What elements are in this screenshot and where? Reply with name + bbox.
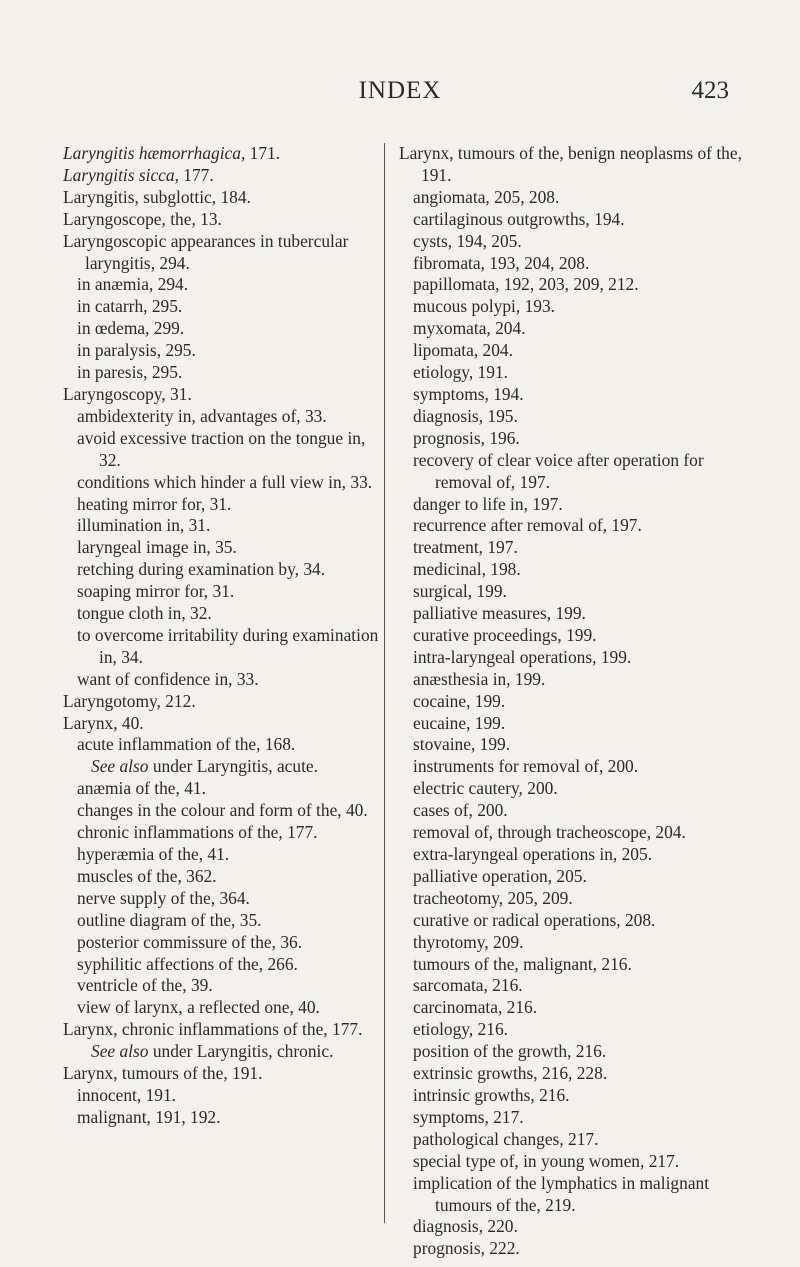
index-entry bbox=[413, 296, 759, 318]
index-entry bbox=[77, 932, 381, 954]
index-entry bbox=[77, 888, 381, 910]
index-entry bbox=[413, 1151, 759, 1173]
index-entry-text: ambidexterity in, advantages of, 33. bbox=[77, 405, 327, 426]
index-entry bbox=[413, 1173, 759, 1217]
index-entry-text: Laryngoscopic appearances in tubercular laryngitis, 294. bbox=[63, 230, 349, 273]
index-entry-text: heating mirror for, 31. bbox=[77, 493, 232, 514]
index-entry bbox=[413, 910, 759, 932]
running-title: INDEX bbox=[358, 77, 442, 104]
index-entry-text: cases of, 200. bbox=[413, 800, 508, 821]
index-entry bbox=[413, 691, 759, 713]
index-entry bbox=[77, 581, 381, 603]
index-entry bbox=[413, 734, 759, 756]
index-entry bbox=[413, 187, 759, 209]
index-entry-text: retching during examination by, 34. bbox=[77, 559, 326, 580]
index-entry-text: anæmia of the, 41. bbox=[77, 778, 206, 799]
index-entry-text: posterior commissure of the, 36. bbox=[77, 931, 303, 952]
index-column-right bbox=[399, 143, 759, 1260]
index-entry-text: instruments for removal of, 200. bbox=[413, 756, 639, 777]
index-entry bbox=[413, 406, 759, 428]
index-entry bbox=[413, 209, 759, 231]
index-entry bbox=[77, 340, 381, 362]
index-entry bbox=[413, 932, 759, 954]
index-entry-text: cysts, 194, 205. bbox=[413, 230, 522, 251]
page-number: 423 bbox=[691, 77, 729, 104]
index-entry bbox=[63, 165, 381, 187]
index-entry bbox=[413, 362, 759, 384]
index-entry-italic: See also bbox=[91, 1041, 149, 1062]
index-entry bbox=[413, 625, 759, 647]
index-entry bbox=[77, 296, 381, 318]
index-entry-text: danger to life in, 197. bbox=[413, 493, 563, 514]
index-entry bbox=[413, 603, 759, 625]
index-entry-text: Larynx, chronic inflammations of the, 177. bbox=[63, 1019, 363, 1040]
index-entry-text: implication of the lymphatics in malignant tumours of the, 219. bbox=[413, 1172, 710, 1215]
index-entry bbox=[77, 603, 381, 625]
index-entry-text: intra-laryngeal operations, 199. bbox=[413, 646, 632, 667]
index-entry bbox=[63, 691, 381, 713]
index-entry bbox=[77, 844, 381, 866]
index-entry bbox=[77, 975, 381, 997]
index-entry-text: anæsthesia in, 199. bbox=[413, 668, 546, 689]
index-entry-text: syphilitic affections of the, 266. bbox=[77, 953, 298, 974]
index-entry-text: tracheotomy, 205, 209. bbox=[413, 887, 573, 908]
index-entry-text: recovery of clear voice after operation for removal of, 197. bbox=[413, 449, 704, 492]
index-entry bbox=[413, 515, 759, 537]
index-entry bbox=[77, 1085, 381, 1107]
index-entry-text: conditions which hinder a full view in, 33. bbox=[77, 471, 373, 492]
index-entry bbox=[63, 384, 381, 406]
index-entry-text: 171. bbox=[245, 143, 281, 163]
index-entry-text: in paresis, 295. bbox=[77, 362, 183, 383]
index-entry-text: intrinsic growths, 216. bbox=[413, 1084, 570, 1105]
index-entry bbox=[77, 910, 381, 932]
index-entry-text: prognosis, 196. bbox=[413, 427, 520, 448]
index-entry bbox=[413, 450, 759, 494]
index-entry bbox=[63, 143, 381, 165]
index-entry-text: acute inflammation of the, 168. bbox=[77, 734, 296, 755]
index-entry bbox=[77, 734, 381, 756]
index-entry-text: symptoms, 194. bbox=[413, 383, 524, 404]
index-entry-text: diagnosis, 195. bbox=[413, 405, 518, 426]
index-entry bbox=[77, 669, 381, 691]
index-entry-text: etiology, 191. bbox=[413, 362, 508, 383]
index-column-left bbox=[63, 143, 381, 1129]
index-entry bbox=[77, 274, 381, 296]
index-entry bbox=[63, 1063, 381, 1085]
index-entry bbox=[63, 1019, 381, 1041]
index-entry bbox=[77, 800, 381, 822]
index-entry bbox=[413, 778, 759, 800]
index-entry bbox=[413, 713, 759, 735]
index-entry-italic: Laryngitis sicca, bbox=[63, 164, 179, 185]
index-entry-text: in paralysis, 295. bbox=[77, 340, 196, 361]
index-entry-text: in catarrh, 295. bbox=[77, 296, 183, 317]
index-entry bbox=[77, 778, 381, 800]
index-entry bbox=[413, 756, 759, 778]
index-entry-text: muscles of the, 362. bbox=[77, 865, 217, 886]
index-entry-text: myxomata, 204. bbox=[413, 318, 526, 339]
index-entry bbox=[413, 537, 759, 559]
index-entry bbox=[77, 406, 381, 428]
index-entry-text: Larynx, tumours of the, benign neoplasms of the, 191. bbox=[399, 143, 742, 185]
index-entry bbox=[77, 515, 381, 537]
index-entry bbox=[413, 1019, 759, 1041]
index-entry bbox=[77, 866, 381, 888]
index-entry bbox=[413, 274, 759, 296]
index-entry bbox=[399, 143, 759, 187]
index-entry-text: cartilaginous outgrowths, 194. bbox=[413, 208, 625, 229]
index-entry bbox=[63, 209, 381, 231]
index-entry-text: symptoms, 217. bbox=[413, 1106, 524, 1127]
index-entry bbox=[413, 253, 759, 275]
index-entry bbox=[413, 581, 759, 603]
index-entry-text: thyrotomy, 209. bbox=[413, 931, 524, 952]
index-entry-text: curative proceedings, 199. bbox=[413, 624, 597, 645]
index-entry bbox=[77, 997, 381, 1019]
index-entry bbox=[413, 428, 759, 450]
index-entry-text: palliative operation, 205. bbox=[413, 865, 587, 886]
index-entry bbox=[413, 1085, 759, 1107]
index-entry bbox=[77, 362, 381, 384]
index-entry-text: lipomata, 204. bbox=[413, 340, 513, 361]
index-entry-text: sarcomata, 216. bbox=[413, 975, 523, 996]
index-entry-text: illumination in, 31. bbox=[77, 515, 211, 536]
index-entry-text: extra-laryngeal operations in, 205. bbox=[413, 844, 653, 864]
index-entry bbox=[77, 954, 381, 976]
index-entry bbox=[77, 1107, 381, 1129]
index-entry-italic: See also bbox=[91, 756, 149, 777]
index-entry-text: surgical, 199. bbox=[413, 581, 507, 602]
index-entry-text: fibromata, 193, 204, 208. bbox=[413, 252, 590, 273]
index-entry bbox=[77, 537, 381, 559]
index-entry bbox=[413, 1216, 759, 1238]
index-entry-text: angiomata, 205, 208. bbox=[413, 186, 560, 207]
index-entry-text: tongue cloth in, 32. bbox=[77, 603, 212, 624]
index-entry-text: medicinal, 198. bbox=[413, 559, 521, 580]
index-entry-text: stovaine, 199. bbox=[413, 734, 511, 755]
index-entry bbox=[413, 340, 759, 362]
index-entry-text: outline diagram of the, 35. bbox=[77, 909, 262, 930]
page-header bbox=[0, 73, 800, 113]
index-entry-text: diagnosis, 220. bbox=[413, 1216, 518, 1237]
index-entry-text: under Laryngitis, acute. bbox=[148, 756, 318, 777]
index-entry-italic: Laryngitis hæmorrhagica, bbox=[63, 143, 246, 163]
index-entry-text: view of larynx, a reflected one, 40. bbox=[77, 997, 320, 1018]
index-entry-text: cocaine, 199. bbox=[413, 690, 506, 711]
index-entry-text: Laryngoscope, the, 13. bbox=[63, 208, 222, 229]
index-entry bbox=[63, 231, 381, 275]
index-entry-text: in œdema, 299. bbox=[77, 318, 185, 339]
index-entry bbox=[413, 1129, 759, 1151]
index-entry bbox=[413, 888, 759, 910]
index-entry bbox=[63, 713, 381, 735]
index-entry bbox=[413, 1063, 759, 1085]
index-entry-text: Larynx, 40. bbox=[63, 712, 144, 733]
index-entry bbox=[91, 756, 381, 778]
index-entry-text: treatment, 197. bbox=[413, 537, 518, 558]
index-entry bbox=[77, 472, 381, 494]
index-entry bbox=[413, 384, 759, 406]
index-entry-text: palliative measures, 199. bbox=[413, 603, 586, 624]
index-entry bbox=[63, 187, 381, 209]
index-entry bbox=[413, 1041, 759, 1063]
index-entry bbox=[413, 1107, 759, 1129]
index-entry-text: nerve supply of the, 364. bbox=[77, 887, 250, 908]
index-entry-text: Laryngoscopy, 31. bbox=[63, 383, 192, 404]
index-entry-text: prognosis, 222. bbox=[413, 1238, 520, 1259]
index-entry bbox=[413, 669, 759, 691]
index-entry-text: ventricle of the, 39. bbox=[77, 975, 213, 996]
index-entry bbox=[413, 866, 759, 888]
index-entry-text: tumours of the, malignant, 216. bbox=[413, 953, 632, 974]
index-entry-text: papillomata, 192, 203, 209, 212. bbox=[413, 274, 639, 295]
column-divider bbox=[384, 143, 385, 1223]
index-entry bbox=[413, 559, 759, 581]
index-entry-text: etiology, 216. bbox=[413, 1019, 508, 1040]
index-entry bbox=[413, 975, 759, 997]
index-entry-text: 177. bbox=[178, 164, 214, 185]
index-entry bbox=[413, 800, 759, 822]
index-entry-text: hyperæmia of the, 41. bbox=[77, 844, 230, 864]
index-entry-text: extrinsic growths, 216, 228. bbox=[413, 1063, 608, 1084]
index-entry bbox=[77, 318, 381, 340]
index-entry-text: pathological changes, 217. bbox=[413, 1128, 599, 1149]
index-entry bbox=[413, 822, 759, 844]
index-entry-text: Larynx, tumours of the, 191. bbox=[63, 1063, 263, 1084]
index-entry-text: recurrence after removal of, 197. bbox=[413, 515, 642, 536]
index-entry-text: in anæmia, 294. bbox=[77, 274, 189, 295]
index-entry-text: chronic inflammations of the, 177. bbox=[77, 822, 318, 843]
index-entry-text: special type of, in young women, 217. bbox=[413, 1150, 680, 1171]
index-entry bbox=[77, 625, 381, 669]
index-entry-text: Laryngotomy, 212. bbox=[63, 690, 196, 711]
index-entry-text: removal of, through tracheoscope, 204. bbox=[413, 822, 686, 843]
index-entry-text: laryngeal image in, 35. bbox=[77, 537, 237, 558]
index-entry-text: under Laryngitis, chronic. bbox=[148, 1041, 334, 1062]
index-entry-text: Laryngitis, subglottic, 184. bbox=[63, 186, 251, 207]
index-entry-text: eucaine, 199. bbox=[413, 712, 506, 733]
index-entry-text: want of confidence in, 33. bbox=[77, 668, 259, 689]
index-entry-text: avoid excessive traction on the tongue in, 32. bbox=[77, 427, 366, 470]
index-entry-text: soaping mirror for, 31. bbox=[77, 581, 235, 602]
index-entry bbox=[413, 1238, 759, 1260]
index-entry bbox=[413, 954, 759, 976]
index-entry-text: changes in the colour and form of the, 40. bbox=[77, 800, 368, 821]
index-entry-text: position of the growth, 216. bbox=[413, 1041, 607, 1062]
index-entry bbox=[413, 231, 759, 253]
index-entry bbox=[413, 494, 759, 516]
index-entry-text: malignant, 191, 192. bbox=[77, 1106, 221, 1127]
index-entry-text: mucous polypi, 193. bbox=[413, 296, 556, 317]
index-entry bbox=[91, 1041, 381, 1063]
index-entry bbox=[77, 494, 381, 516]
index-entry bbox=[413, 997, 759, 1019]
index-entry bbox=[413, 647, 759, 669]
index-entry-text: carcinomata, 216. bbox=[413, 997, 538, 1018]
index-entry-text: to overcome irritability during examination in, 34. bbox=[77, 624, 379, 667]
index-entry bbox=[413, 318, 759, 340]
index-entry-text: electric cautery, 200. bbox=[413, 778, 558, 799]
index-entry bbox=[77, 428, 381, 472]
index-entry bbox=[413, 844, 759, 866]
index-entry-text: curative or radical operations, 208. bbox=[413, 909, 656, 930]
index-entry bbox=[77, 559, 381, 581]
index-entry bbox=[77, 822, 381, 844]
index-entry-text: innocent, 191. bbox=[77, 1084, 177, 1105]
